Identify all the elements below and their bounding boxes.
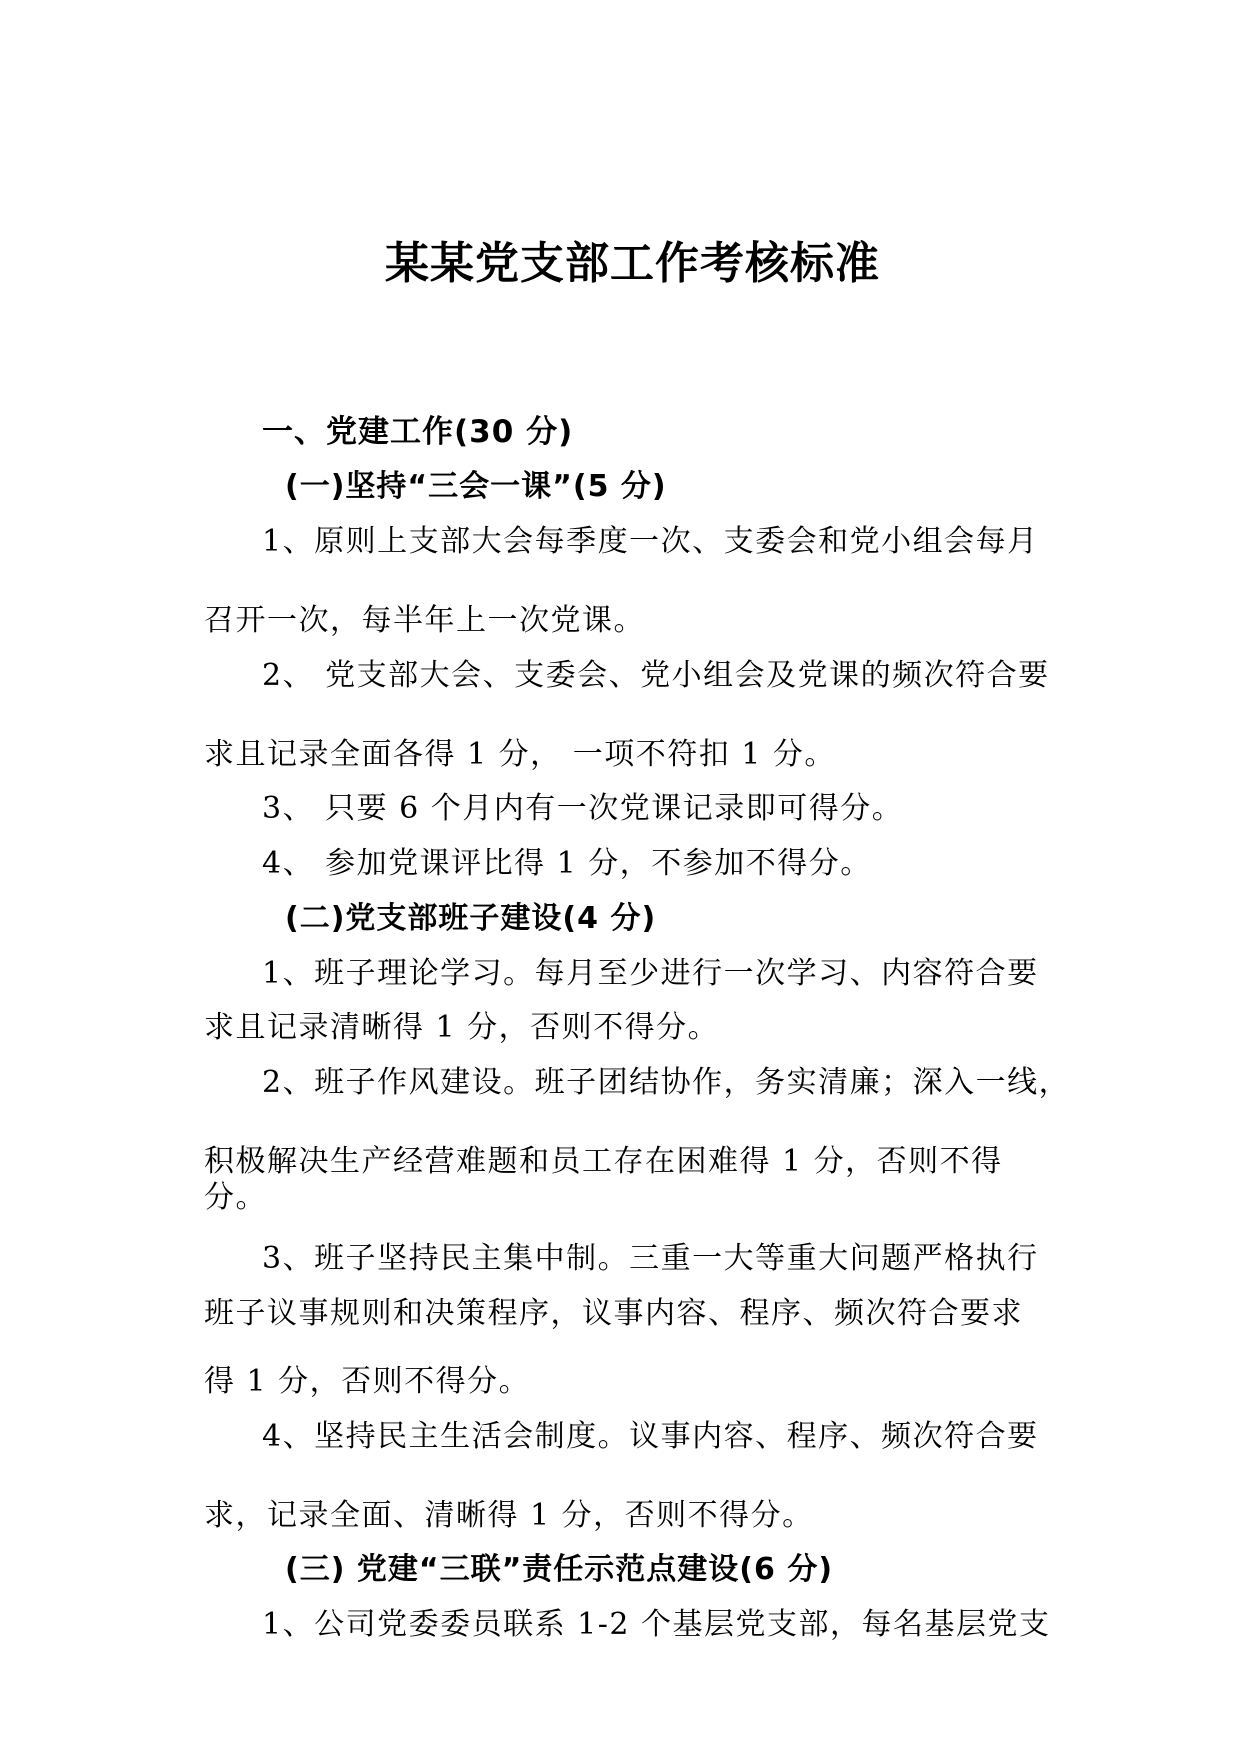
paragraph-line: 4、坚持民主生活会制度。议事内容、程序、频次符合要 bbox=[262, 1419, 1039, 1454]
paragraph-line: 2、班子作风建设。班子团结协作，务实清廉；深入一线， bbox=[262, 1065, 1071, 1100]
subsection-heading-3: (三) 党建“三联”责任示范点建设(6 分) bbox=[285, 1552, 834, 1587]
paragraph-line: 班子议事规则和决策程序，议事内容、程序、频次符合要求 bbox=[204, 1296, 1023, 1331]
paragraph-line: 得 1 分，否则不得分。 bbox=[204, 1364, 531, 1399]
paragraph-line: 积极解决生产经营难题和员工存在困难得 1 分，否则不得 bbox=[204, 1144, 1003, 1179]
subsection-heading-2: (二)党支部班子建设(4 分) bbox=[285, 901, 657, 936]
paragraph-line: 1、公司党委委员联系 1-2 个基层党支部，每名基层党支 bbox=[262, 1607, 1051, 1642]
paragraph-line: 分。 bbox=[204, 1180, 267, 1215]
section-heading-1: 一、党建工作(30 分) bbox=[262, 414, 574, 450]
paragraph-line: 召开一次，每半年上一次党课。 bbox=[204, 603, 645, 638]
paragraph-line: 2、 党支部大会、支委会、党小组会及党课的频次符合要 bbox=[262, 658, 1050, 693]
paragraph-line: 3、班子坚持民主集中制。三重一大等重大问题严格执行 bbox=[262, 1241, 1039, 1276]
paragraph-line: 求且记录清晰得 1 分，否则不得分。 bbox=[204, 1010, 720, 1045]
paragraph-line: 3、 只要 6 个月内有一次党课记录即可得分。 bbox=[262, 791, 904, 826]
paragraph-line: 求，记录全面、清晰得 1 分，否则不得分。 bbox=[204, 1498, 814, 1533]
paragraph-line: 1、原则上支部大会每季度一次、支委会和党小组会每月 bbox=[262, 524, 1039, 559]
paragraph-line: 求且记录全面各得 1 分， 一项不符扣 1 分。 bbox=[204, 737, 836, 772]
paragraph-line: 4、 参加党课评比得 1 分，不参加不得分。 bbox=[262, 846, 872, 881]
document-title: 某某党支部工作考核标准 bbox=[385, 238, 880, 289]
subsection-heading-1: (一)坚持“三会一课”(5 分) bbox=[285, 469, 667, 504]
paragraph-line: 1、班子理论学习。每月至少进行一次学习、内容符合要 bbox=[262, 956, 1039, 991]
